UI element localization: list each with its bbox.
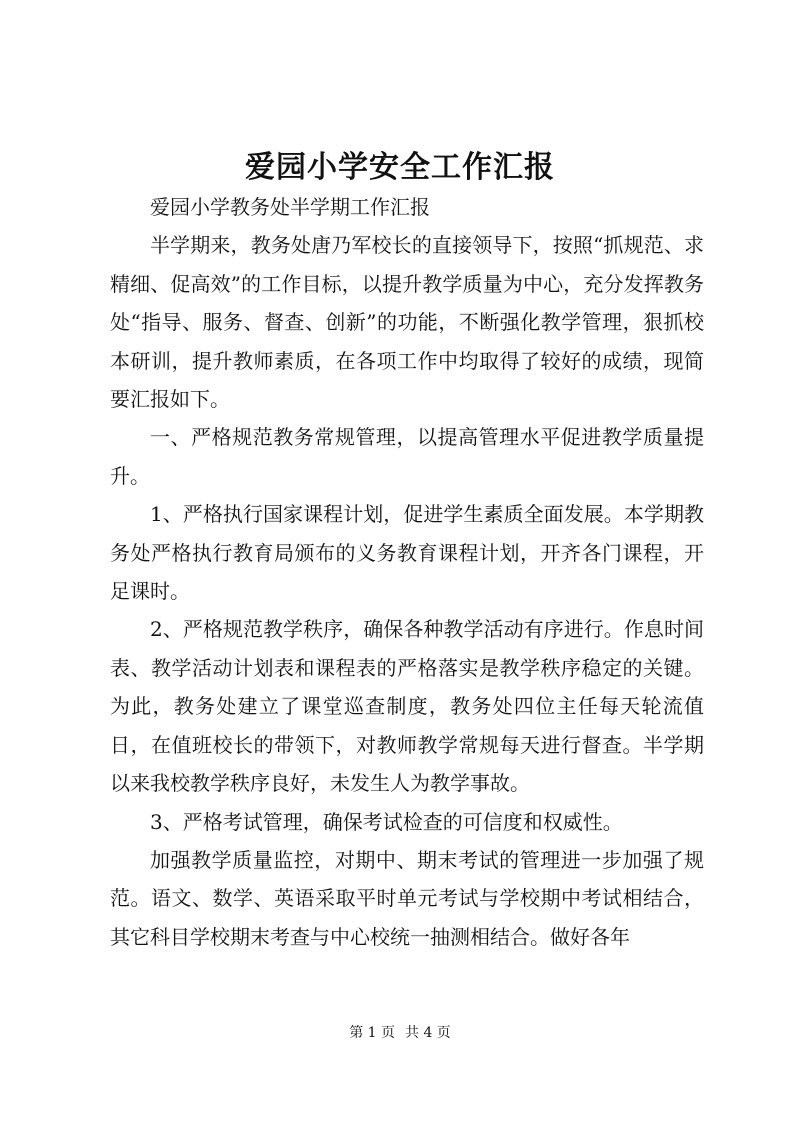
page-total: 共 4 页	[405, 1025, 451, 1041]
paragraph-intro: 半学期来，教务处唐乃军校长的直接领导下，按照“抓规范、求精细、促高效”的工作目标，以提升教学质量为中心，充分发挥教务处“指导、服务、督查、创新”的功能，不断强化教学管理，狠抓校本研训，提升教师素质，在各项工作中均取得了较好的成绩，现简要汇报如下。	[110, 233, 704, 412]
paragraph-quality-monitoring: 加强教学质量监控，对期中、期末考试的管理进一步加强了规范。语文、数学、英语采取平时单元考试与学校期中考试相结合，其它科目学校期末考查与中心校统一抽测相结合。做好各年	[110, 847, 704, 949]
paragraph-item-3: 3、严格考试管理，确保考试检查的可信度和权威性。	[150, 809, 623, 834]
page-number: 第 1 页	[349, 1025, 395, 1041]
paragraph-subtitle: 爱园小学教务处半学期工作汇报	[150, 195, 430, 219]
paragraph-item-1: 1、严格执行国家课程计划，促进学生素质全面发展。本学期教务处严格执行教育局颁布的义务教育课程计划，开齐各门课程，开足课时。	[110, 502, 704, 604]
paragraph-item-2: 2、严格规范教学秩序，确保各种教学活动有序进行。作息时间表、教学活动计划表和课程表的严格落实是教学秩序稳定的关键。为此，教务处建立了课堂巡查制度，教务处四位主任每天轮流值日，在值班校长的带领下，对教师教学常规每天进行督查。半学期以来我校教学秩序良好，未发生人为教学事故。	[110, 617, 704, 796]
paragraph-section-one-heading: 一、严格规范教务常规管理，以提高管理水平促进教学质量提升。	[110, 425, 704, 488]
page-footer	[0, 1022, 800, 1042]
document-title: 爱园小学安全工作汇报	[245, 150, 555, 185]
document-body	[110, 188, 704, 956]
